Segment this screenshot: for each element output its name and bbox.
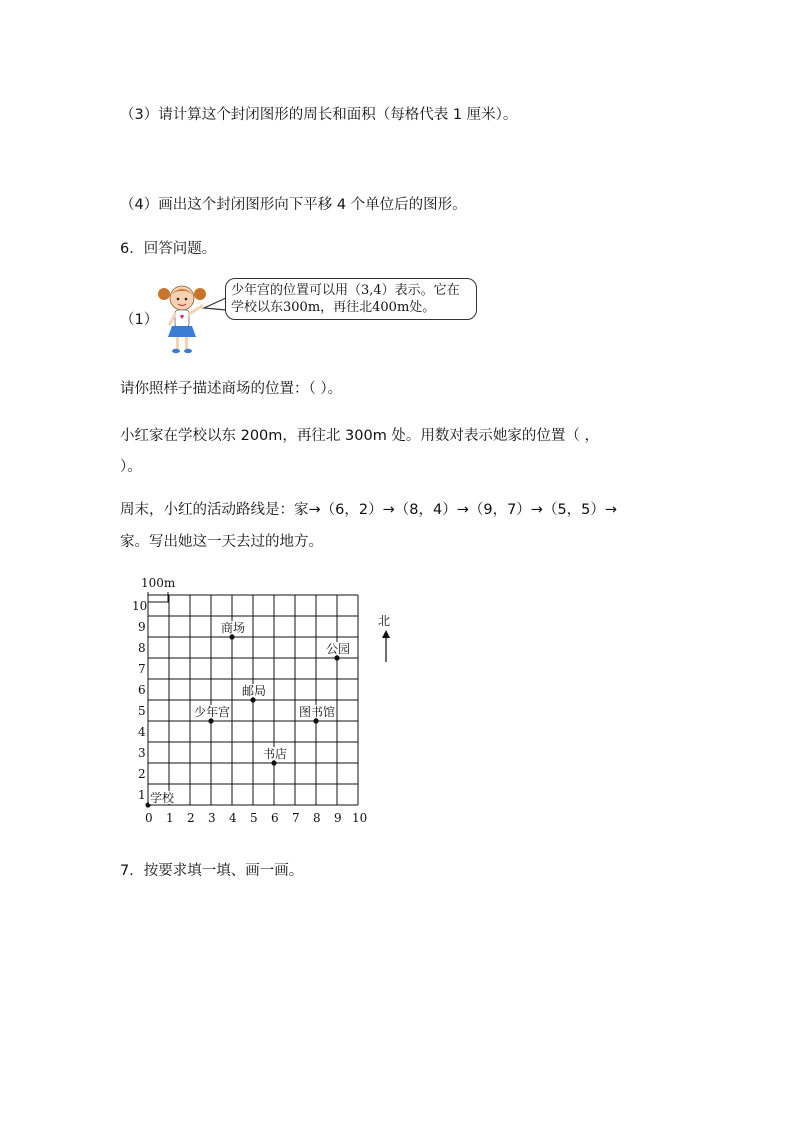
y-tick-label: 7 <box>138 662 146 676</box>
place-label: 图书馆 <box>299 705 336 719</box>
question-6-title: 6．回答问题。 <box>120 241 217 257</box>
map-places <box>145 620 351 808</box>
place-point <box>229 634 234 639</box>
girl-illustration <box>158 282 206 356</box>
x-tick-label: 2 <box>187 811 195 825</box>
question-3: （3）请计算这个封闭图形的周长和面积（每格代表 1 厘米）。 <box>120 107 518 123</box>
y-tick-label: 10 <box>132 599 148 613</box>
place-label: 商场 <box>221 621 246 635</box>
place-label: 书店 <box>263 747 288 761</box>
y-tick-label: 6 <box>138 683 146 697</box>
home-question-line-1: 小红家在学校以东 200m，再往北 300m 处。用数对表示她家的位置（ ， <box>120 428 600 444</box>
x-tick-label: 3 <box>208 811 216 825</box>
scale-label: 100m <box>141 576 176 590</box>
x-axis-ticks <box>145 811 367 825</box>
scale-bar <box>148 592 168 602</box>
x-tick-label: 0 <box>145 811 153 825</box>
y-axis-ticks <box>132 599 147 802</box>
place-label: 公园 <box>326 642 351 656</box>
x-tick-label: 10 <box>352 811 368 825</box>
question-4: （4）画出这个封闭图形向下平移 4 个单位后的图形。 <box>120 197 467 213</box>
speech-bubble <box>225 278 477 320</box>
north-label: 北 <box>378 614 391 628</box>
x-tick-label: 8 <box>313 811 321 825</box>
x-tick-label: 1 <box>166 811 174 825</box>
question-6-part1-label: （1） <box>120 312 159 328</box>
place-point <box>271 760 276 765</box>
route-line-1: 周末，小红的活动路线是：家→（6，2）→（8，4）→（9，7）→（5，5）→ <box>120 502 618 518</box>
place-point <box>313 718 318 723</box>
x-tick-label: 6 <box>271 811 279 825</box>
x-tick-label: 4 <box>229 811 237 825</box>
x-tick-label: 7 <box>292 811 300 825</box>
y-tick-label: 2 <box>138 767 146 781</box>
y-tick-label: 5 <box>138 704 146 718</box>
place-point <box>250 697 255 702</box>
y-tick-label: 4 <box>138 725 146 739</box>
question-7-title: 7．按要求填一填、画一画。 <box>120 863 304 879</box>
bubble-line-2: 学校以东300m，再往北400m处。 <box>231 300 436 315</box>
x-tick-label: 9 <box>334 811 342 825</box>
route-line-2: 家。写出她这一天去过的地方。 <box>120 534 323 550</box>
home-question-line-2: ）。 <box>120 459 142 475</box>
bubble-line-1: 少年宫的位置可以用（3,4）表示。它在 <box>231 283 460 298</box>
y-tick-label: 9 <box>138 620 146 634</box>
place-label: 少年宫 <box>194 705 231 719</box>
place-point <box>334 655 339 660</box>
north-arrow-icon <box>382 630 390 662</box>
place-label: 邮局 <box>242 684 267 698</box>
x-tick-label: 5 <box>250 811 258 825</box>
place-point <box>208 718 213 723</box>
mall-question: 请你照样子描述商场的位置：（ ）。 <box>120 381 343 397</box>
coordinate-map <box>128 572 408 832</box>
y-tick-label: 3 <box>138 746 146 760</box>
y-tick-label: 8 <box>138 641 146 655</box>
y-tick-label: 1 <box>138 788 146 802</box>
place-label: 学校 <box>150 791 175 805</box>
